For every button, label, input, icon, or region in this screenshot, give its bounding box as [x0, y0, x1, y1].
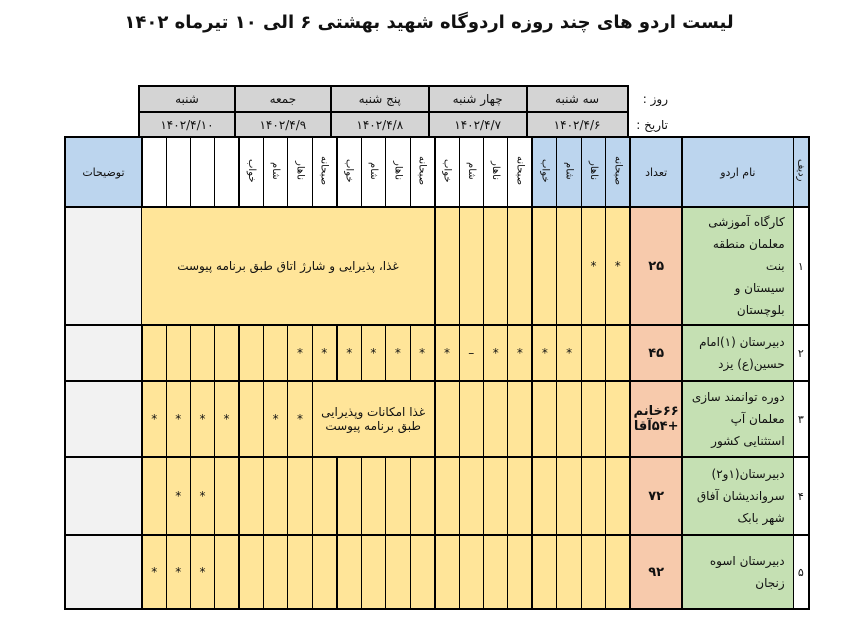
day-date-5: ۱۴۰۲/۴/۱۰ — [139, 112, 235, 138]
meal-cell — [312, 535, 336, 609]
camp-header: نام اردو — [682, 137, 793, 207]
meal-cell — [532, 207, 556, 325]
meal-cell — [142, 457, 166, 535]
meal-lunch-header: ناهار — [386, 137, 410, 207]
meal-breakfast-header: صبحانه — [606, 137, 630, 207]
meal-breakfast-header: صبحانه — [508, 137, 532, 207]
meal-mark: * — [166, 457, 190, 535]
meal-cell — [606, 457, 630, 535]
meal-cell — [239, 535, 263, 609]
meal-mark: * — [532, 325, 556, 381]
meal-mark: * — [410, 325, 434, 381]
meal-cell — [483, 381, 507, 457]
meal-lunch-header: ناهار — [581, 137, 605, 207]
meal-cell — [508, 207, 532, 325]
meal-cell — [410, 535, 434, 609]
day-name-5: شنبه — [139, 86, 235, 112]
row-index: ۵ — [793, 535, 809, 609]
participant-count: ۹۲ — [630, 535, 682, 609]
table-row — [65, 535, 809, 609]
meal-cell — [508, 457, 532, 535]
table-row — [65, 381, 809, 457]
meal-cell — [581, 381, 605, 457]
meal-empty-header — [190, 137, 214, 207]
meal-cell — [581, 325, 605, 381]
meal-mark: * — [190, 381, 214, 457]
meal-cell — [557, 535, 581, 609]
merged-plan-note: غذا، پذیرایی و شارژ اتاق طبق برنامه پیوست — [142, 207, 435, 325]
meal-cell — [483, 535, 507, 609]
meal-lunch-header: ناهار — [483, 137, 507, 207]
row-index: ۱ — [793, 207, 809, 325]
meal-mark: * — [435, 325, 459, 381]
table-row — [65, 207, 809, 325]
meal-mark: * — [386, 325, 410, 381]
meal-breakfast-header: صبحانه — [410, 137, 434, 207]
meal-dinner-header: شام — [557, 137, 581, 207]
meal-cell — [337, 535, 361, 609]
meal-cell — [288, 535, 312, 609]
meal-lunch-header: ناهار — [288, 137, 312, 207]
camp-name: دبیرستان(۱و۲) سروانديشان آفاق شهر بابک — [682, 457, 793, 535]
meal-cell — [312, 457, 336, 535]
meal-mark: * — [142, 381, 166, 457]
meal-cell — [215, 325, 239, 381]
meal-cell — [435, 381, 459, 457]
meal-cell — [288, 457, 312, 535]
meal-cell — [239, 457, 263, 535]
day-date-2: ۱۴۰۲/۴/۷ — [429, 112, 527, 138]
row-index: ۴ — [793, 457, 809, 535]
meal-cell — [483, 457, 507, 535]
meal-sleep-header: خواب — [239, 137, 263, 207]
notes-cell — [65, 457, 142, 535]
meal-mark: – — [459, 325, 483, 381]
meal-cell — [483, 207, 507, 325]
day-date-4: ۱۴۰۲/۴/۹ — [235, 112, 331, 138]
meal-dinner-header: شام — [361, 137, 385, 207]
meal-cell — [215, 457, 239, 535]
meal-cell — [239, 325, 263, 381]
meal-dinner-header: شام — [263, 137, 287, 207]
table-row — [65, 457, 809, 535]
camp-name: دبیرستان (۱)امام حسین(ع) یزد — [682, 325, 793, 381]
meal-cell — [459, 535, 483, 609]
date-label: تاریخ : — [636, 118, 668, 132]
meal-cell — [263, 325, 287, 381]
meal-cell — [435, 207, 459, 325]
day-date-header — [138, 85, 680, 139]
meal-cell — [435, 457, 459, 535]
meal-mark: * — [361, 325, 385, 381]
meal-cell — [361, 457, 385, 535]
meal-cell — [459, 207, 483, 325]
meal-mark: * — [312, 325, 336, 381]
meal-cell — [386, 457, 410, 535]
meal-cell — [532, 535, 556, 609]
meal-mark: * — [190, 457, 214, 535]
meal-mark: * — [337, 325, 361, 381]
camp-name: کارگاه آموزشی معلمان منطقه بنت سیستان و بلوچستان — [682, 207, 793, 325]
meal-mark: * — [288, 325, 312, 381]
camp-name: دوره توانمند سازی معلمان آپ استثنایی کشور — [682, 381, 793, 457]
meal-mark: * — [483, 325, 507, 381]
meal-cell — [337, 457, 361, 535]
meal-empty-header — [142, 137, 166, 207]
row-index: ۳ — [793, 381, 809, 457]
table-header-row — [65, 137, 809, 207]
notes-cell — [65, 207, 142, 325]
day-name-1: سه شنبه — [527, 86, 628, 112]
meal-cell — [606, 535, 630, 609]
meal-breakfast-header: صبحانه — [312, 137, 336, 207]
meal-mark: * — [288, 381, 312, 457]
meal-cell — [386, 535, 410, 609]
participant-count: ۶۶خانم +۵۴آقا — [630, 381, 682, 457]
participant-count: ۷۲ — [630, 457, 682, 535]
meal-sleep-header: خواب — [337, 137, 361, 207]
meal-mark: * — [166, 535, 190, 609]
meal-cell — [532, 381, 556, 457]
meal-cell — [239, 381, 263, 457]
meal-cell — [166, 325, 190, 381]
meal-cell — [508, 381, 532, 457]
meal-cell — [557, 457, 581, 535]
meal-empty-header — [166, 137, 190, 207]
meal-cell — [581, 457, 605, 535]
meal-cell — [459, 457, 483, 535]
meal-cell — [606, 325, 630, 381]
merged-plan-note: غذا امکانات وپذیرایی طبق برنامه پیوست — [312, 381, 434, 457]
meal-mark: * — [166, 381, 190, 457]
meal-mark: * — [215, 381, 239, 457]
meal-cell — [361, 535, 385, 609]
meal-dinner-header: شام — [459, 137, 483, 207]
participant-count: ۴۵ — [630, 325, 682, 381]
day-name-4: جمعه — [235, 86, 331, 112]
table-row — [65, 325, 809, 381]
notes-cell — [65, 535, 142, 609]
meal-mark: * — [581, 207, 605, 325]
meal-empty-header — [215, 137, 239, 207]
index-header: ردیف — [793, 137, 809, 207]
meal-cell — [263, 535, 287, 609]
meal-cell — [508, 535, 532, 609]
meal-mark: * — [557, 325, 581, 381]
meal-cell — [142, 325, 166, 381]
meal-mark: * — [190, 535, 214, 609]
count-header: تعداد — [630, 137, 682, 207]
day-name-2: چهار شنبه — [429, 86, 527, 112]
day-label: روز : — [642, 92, 668, 106]
day-name-3: پنج شنبه — [331, 86, 429, 112]
meal-mark: * — [142, 535, 166, 609]
meal-cell — [459, 381, 483, 457]
row-index: ۲ — [793, 325, 809, 381]
meal-cell — [606, 381, 630, 457]
page-title: لیست اردو های چند روزه اردوگاه شهید بهشتی ۶ الی ۱۰ تیرماه ۱۴۰۲ — [124, 12, 734, 33]
meal-cell — [263, 457, 287, 535]
notes-cell — [65, 325, 142, 381]
meal-mark: * — [606, 207, 630, 325]
meal-sleep-header: خواب — [532, 137, 556, 207]
camp-name: دبیرستان اسوه زنجان — [682, 535, 793, 609]
meal-cell — [435, 535, 459, 609]
meal-cell — [532, 457, 556, 535]
notes-cell — [65, 381, 142, 457]
meal-cell — [557, 381, 581, 457]
participant-count: ۲۵ — [630, 207, 682, 325]
meal-cell — [215, 535, 239, 609]
meal-mark: * — [263, 381, 287, 457]
meal-cell — [190, 325, 214, 381]
notes-header: توضیحات — [65, 137, 142, 207]
meal-cell — [410, 457, 434, 535]
meal-sleep-header: خواب — [435, 137, 459, 207]
schedule-table — [64, 136, 810, 610]
day-date-3: ۱۴۰۲/۴/۸ — [331, 112, 429, 138]
meal-cell — [557, 207, 581, 325]
day-date-1: ۱۴۰۲/۴/۶ — [527, 112, 628, 138]
meal-cell — [581, 535, 605, 609]
meal-mark: * — [508, 325, 532, 381]
